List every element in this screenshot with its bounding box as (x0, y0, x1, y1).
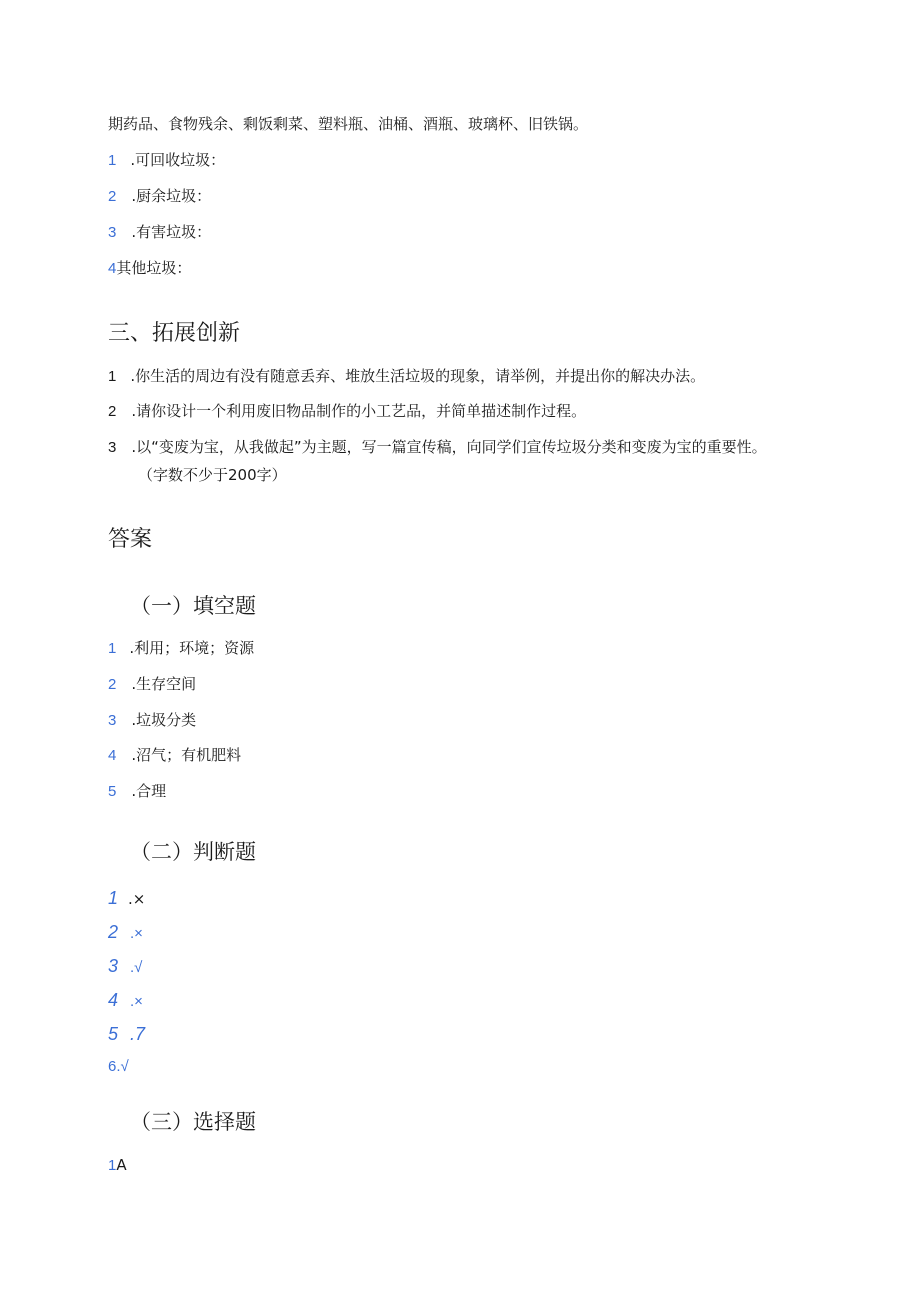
section3-item-2 (108, 401, 586, 422)
item-number: 2 (108, 676, 117, 693)
item-text: .× (130, 925, 143, 942)
item-number: 2 (108, 188, 117, 205)
item-number: 3 (108, 956, 119, 976)
judge-item-1 (108, 886, 145, 911)
item-text: .生存空间 (131, 675, 197, 693)
item-text: .以“变废为宝，从我做起”为主题，写一篇宣传稿，向同学们宣传垃圾分类和变废为宝的重要性。 (131, 438, 767, 456)
item-number: 3 (108, 439, 117, 456)
section3-item-3 (108, 437, 767, 458)
item-text: .√ (130, 959, 143, 976)
fill-title: （一）填空题 (130, 594, 256, 618)
item-number: 2 (108, 403, 117, 420)
item-text: .可回收垃圾： (130, 151, 226, 169)
section3-item-3-continuation: （字数不少于200字） (138, 466, 287, 484)
classify-item-2 (108, 186, 211, 207)
choice-item-1 (108, 1155, 127, 1176)
fill-item-5 (108, 781, 166, 802)
item-number: 4 (108, 990, 119, 1010)
fill-item-2 (108, 674, 196, 695)
item-text: .你生活的周边有没有随意丢弃、堆放生活垃圾的现象，请举例，并提出你的解决办法。 (130, 367, 706, 385)
classify-item-3 (108, 222, 211, 243)
item-number: 1 (108, 368, 117, 385)
item-number: 1 (108, 1157, 117, 1174)
fill-item-3 (108, 710, 196, 731)
judge-item-5 (108, 1022, 145, 1047)
item-number: 2 (108, 922, 119, 942)
choice-title: （三）选择题 (130, 1110, 256, 1134)
item-number: 3 (108, 712, 117, 729)
item-text: .7 (130, 1024, 146, 1044)
item-text: A (116, 1156, 127, 1174)
item-text: .垃圾分类 (131, 711, 197, 729)
item-text: .有害垃圾： (131, 223, 212, 241)
item-number: 4 (108, 260, 117, 277)
item-text: .× (128, 890, 146, 908)
item-text: √ (120, 1058, 129, 1075)
answers-title: 答案 (108, 527, 153, 552)
item-text: .请你设计一个利用废旧物品制作的小工艺品，并简单描述制作过程。 (131, 402, 587, 420)
item-number: 6. (108, 1058, 121, 1075)
item-number: 3 (108, 224, 117, 241)
item-text: .利用；环境；资源 (129, 639, 255, 657)
fill-item-1 (108, 638, 254, 659)
item-number: 1 (108, 152, 117, 169)
item-number: 4 (108, 747, 117, 764)
judge-item-4 (108, 988, 143, 1014)
classify-item-4 (108, 258, 191, 279)
intro-line: 期药品、食物残余、剩饭剩菜、塑料瓶、油桶、酒瓶、玻璃杯、旧铁锅。 (108, 115, 589, 133)
item-text: .厨余垃圾： (131, 187, 212, 205)
item-text: .合理 (131, 782, 167, 800)
fill-item-4 (108, 745, 241, 766)
judge-title: （二）判断题 (130, 840, 256, 864)
judge-item-6 (108, 1056, 129, 1077)
judge-item-3 (108, 954, 142, 980)
judge-item-2 (108, 920, 143, 946)
item-number: 5 (108, 1024, 119, 1044)
item-text: .沼气；有机肥料 (131, 746, 242, 764)
section-title: 三、拓展创新 (108, 321, 241, 346)
item-number: 5 (108, 783, 117, 800)
section3-item-1 (108, 366, 705, 387)
classify-item-1 (108, 150, 225, 171)
item-number: 1 (108, 888, 119, 908)
item-number: 1 (108, 640, 117, 657)
item-text: .× (130, 993, 143, 1010)
item-text: 其他垃圾： (116, 259, 192, 277)
